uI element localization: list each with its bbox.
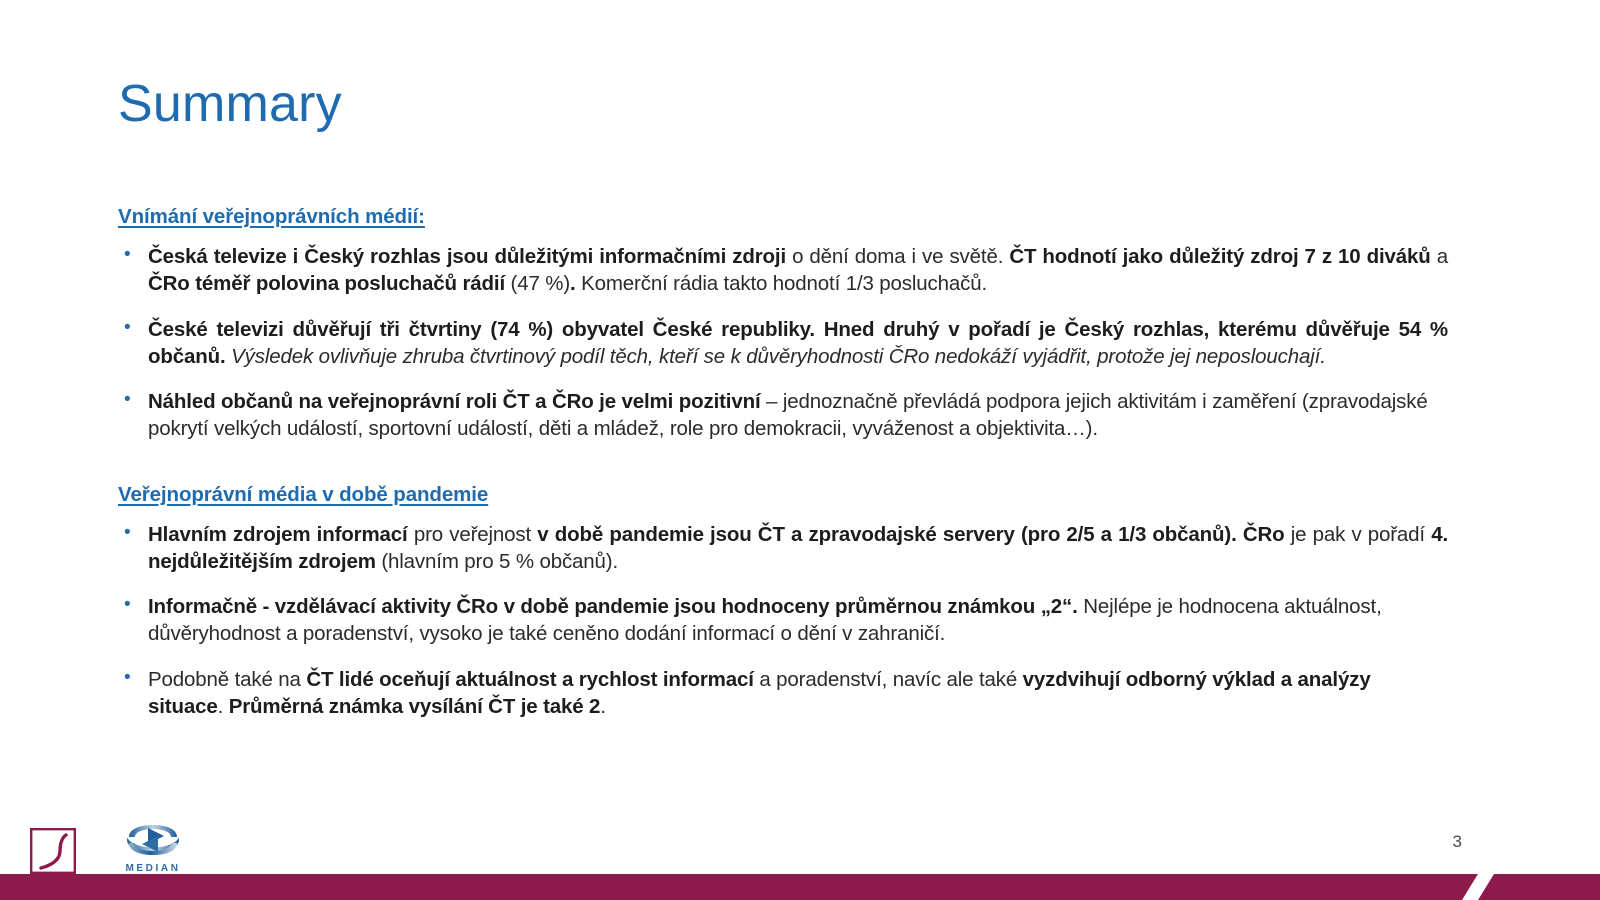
bullet-item: • Informačně - vzdělávací aktivity ČRo v době pandemie jsou hodnoceny průměrnou známkou „2“. Nejlépe je hodnocena aktuálnost, důvěryhodnost a poradenství, vysoko je také ceněno dodání informací o dění v zahraničí. bbox=[118, 593, 1448, 648]
section-spacer bbox=[118, 443, 1448, 483]
page-title: Summary bbox=[118, 75, 342, 133]
footer-logos bbox=[30, 821, 190, 874]
bullet-item: • Hlavním zdrojem informací pro veřejnost v době pandemie jsou ČT a zpravodajské servery (pro 2/5 a 1/3 občanů). ČRo je pak v pořadí 4. nejdůležitějším zdrojem (hlavním pro 5 % občanů). bbox=[118, 521, 1448, 576]
bullet-list-perception bbox=[118, 243, 1448, 443]
median-wordmark: MEDIAN bbox=[125, 863, 181, 874]
median-ribbon-logo bbox=[116, 821, 190, 874]
s-curve-square-logo bbox=[30, 828, 76, 874]
bullet-item: • Náhled občanů na veřejnoprávní roli ČT a ČRo je velmi pozitivní – jednoznačně převládá podpora jejich aktivitám i zaměření (zpravodajské pokrytí velkých událostí, sportovní událostí, děti a mládež, role pro demokracii, vyváženost a objektivita…). bbox=[118, 388, 1448, 443]
page-number: 3 bbox=[1452, 832, 1462, 851]
section-heading-perception: Vnímání veřejnoprávních médií: bbox=[118, 205, 425, 228]
bullet-item: • Podobně také na ČT lidé oceňují aktuálnost a rychlost informací a poradenství, navíc ale také vyzdvihují odborný výklad a analýzy situace. Průměrná známka vysílání ČT je také 2. bbox=[118, 666, 1448, 721]
bullet-item: • České televizi důvěřují tři čtvrtiny (74 %) obyvatel České republiky. Hned druhý v pořadí je Český rozhlas, kterému důvěřuje 54 % občanů. Výsledek ovlivňuje zhruba čtvrtinový podíl těch, kteří se k důvěryhodnosti ČRo nedokáží vyjádřit, protože jej neposlouchají. bbox=[118, 316, 1448, 371]
section-heading-pandemic: Veřejnoprávní média v době pandemie bbox=[118, 482, 489, 506]
bullet-list-pandemic bbox=[118, 521, 1448, 721]
slide-body bbox=[118, 205, 1448, 720]
bottom-accent-bar bbox=[0, 874, 1600, 900]
bullet-item: • Česká televize i Český rozhlas jsou důležitými informačními zdroji o dění doma i ve světě. ČT hodnotí jako důležitý zdroj 7 z 10 diváků a ČRo téměř polovina posluchačů rádií (47 %). Komerční rádia takto hodnotí 1/3 posluchačů. bbox=[118, 243, 1448, 298]
